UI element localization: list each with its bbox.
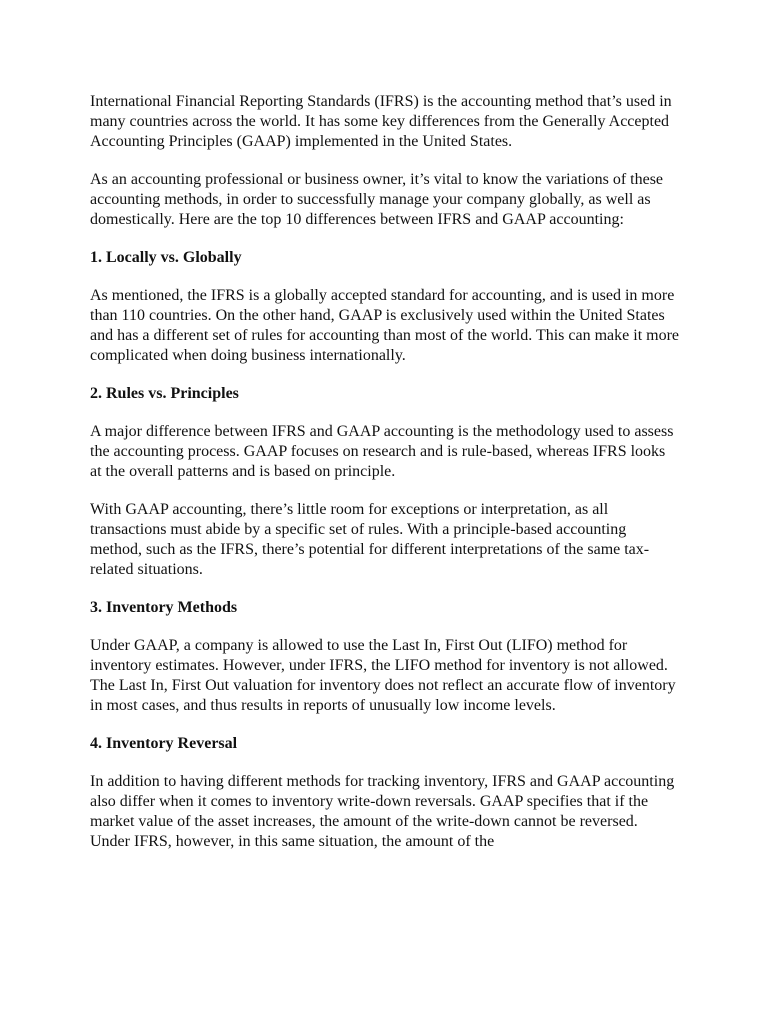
section-2-paragraph-1: A major difference between IFRS and GAAP accounting is the methodology used to assess the accounting process. GAAP focuses on research and is rule-based, whereas IFRS looks at the overall patterns and is based on principle.	[90, 423, 674, 480]
section-1-paragraph: As mentioned, the IFRS is a globally accepted standard for accounting, and is used in more than 110 countries. On the other hand, GAAP is exclusively used within the United States and has a different set of rules for accounting than most of the world. This can make it more complicated when doing business internationally.	[90, 287, 680, 364]
section-4-paragraph: In addition to having different methods for tracking inventory, IFRS and GAAP accounting also differ when it comes to inventory write-down reversals. GAAP specifies that if the market value of the asset increases, the amount of the write-down cannot be reversed. Under IFRS, however, in this same situation, the amount of the	[90, 773, 675, 850]
section-heading-inventory-reversal: 4. Inventory Reversal	[90, 735, 238, 752]
section-2-paragraph-2: With GAAP accounting, there’s little room for exceptions or interpretation, as all transactions must abide by a specific set of rules. With a principle-based accounting method, such as the IFRS, there’s potential for different interpretations of the same tax-related situations.	[90, 501, 650, 578]
context-paragraph: As an accounting professional or business owner, it’s vital to know the variations of these accounting methods, in order to successfully manage your company globally, as well as domestically. Here are the top 10 differences between IFRS and GAAP accounting:	[90, 171, 664, 228]
section-3-paragraph: Under GAAP, a company is allowed to use the Last In, First Out (LIFO) method for inventory estimates. However, under IFRS, the LIFO method for inventory is not allowed. The Last In, First Out valuation for inventory does not reflect an accurate flow of inventory in most cases, and thus results in reports of unusually low income levels.	[90, 637, 676, 714]
section-heading-locally-vs-globally: 1. Locally vs. Globally	[90, 249, 242, 266]
document-page	[90, 92, 680, 870]
section-heading-inventory-methods: 3. Inventory Methods	[90, 599, 238, 616]
section-heading-rules-vs-principles: 2. Rules vs. Principles	[90, 385, 239, 402]
intro-paragraph: International Financial Reporting Standards (IFRS) is the accounting method that’s used in many countries across the world. It has some key differences from the Generally Accepted Accounting Principles (GAAP) implemented in the United States.	[90, 93, 672, 150]
